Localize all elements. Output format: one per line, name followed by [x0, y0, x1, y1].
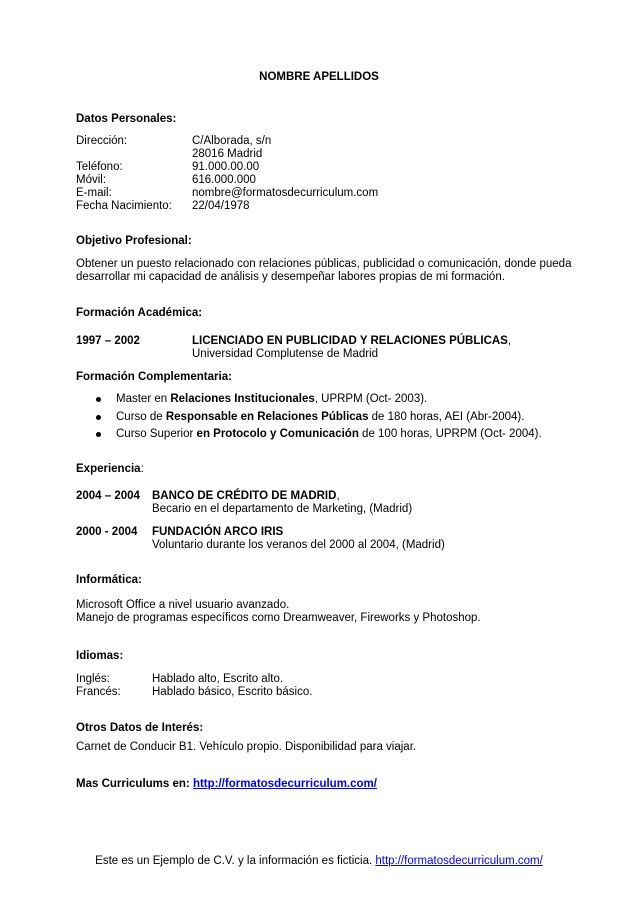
- direccion-label: Dirección:: [76, 135, 128, 147]
- footer-note: [0, 854, 638, 868]
- job-company: FUNDACIÓN ARCO IRIS: [152, 526, 284, 538]
- ingles-label: Inglés:: [76, 673, 110, 685]
- bullet-icon: [96, 415, 101, 420]
- informatica-line1: Microsoft Office a nivel usuario avanzado.: [76, 599, 290, 611]
- item-prefix: Curso Superior: [116, 428, 197, 440]
- formacion-university: Universidad Complutense de Madrid: [192, 348, 379, 360]
- otros-text: Carnet de Conducir B1. Vehículo propio. Disponibilidad para viajar.: [76, 741, 417, 753]
- objetivo-line1: Obtener un puesto relacionado con relaciones públicas, publicidad o comunicación, donde pueda: [76, 258, 572, 270]
- telefono-label: Teléfono:: [76, 161, 123, 173]
- formacion-degree-comma: ,: [507, 335, 512, 347]
- footer-link[interactable]: http://formatosdecurriculum.com/: [375, 855, 543, 867]
- datos-personales-heading: Datos Personales:: [76, 113, 177, 125]
- complementaria-heading: Formación Complementaria:: [76, 371, 232, 383]
- page-title: NOMBRE APELLIDOS: [259, 71, 379, 83]
- footer-text: Este es un Ejemplo de C.V. y la información es ficticia.: [95, 855, 376, 867]
- frances-value: Hablado básico, Escrito básico.: [152, 686, 313, 698]
- experiencia-heading-line: [76, 462, 144, 476]
- job-company: BANCO DE CRÉDITO DE MADRID: [152, 490, 337, 502]
- objetivo-heading: Objetivo Profesional:: [76, 235, 192, 247]
- otros-heading: Otros Datos de Interés:: [76, 722, 204, 734]
- item-suffix: , UPRPM (Oct- 2003).: [314, 393, 428, 405]
- item-prefix: Master en: [116, 393, 171, 405]
- email-label: E-mail:: [76, 187, 112, 199]
- item-suffix: de 180 horas, AEI (Abr-2004).: [368, 411, 525, 423]
- list-item: [116, 392, 427, 406]
- item-prefix: Curso de: [116, 411, 166, 423]
- formacion-heading: Formación Académica:: [76, 307, 203, 319]
- fecha-nacimiento-label: Fecha Nacimiento:: [76, 200, 172, 212]
- item-bold: Responsable en Relaciones Públicas: [165, 411, 369, 423]
- job-years: 2000 - 2004: [76, 526, 138, 538]
- direccion-line1: C/Alborada, s/n: [192, 135, 272, 147]
- formacion-degree-line: [192, 334, 511, 348]
- job-description: Voluntario durante los veranos del 2000 al 2004, (Madrid): [152, 539, 445, 551]
- job-description: Becario en el departamento de Marketing, (Madrid): [152, 503, 413, 515]
- job-company-line: [152, 525, 283, 539]
- job-company-suffix: ,: [336, 490, 340, 502]
- movil-value: 616.000.000: [192, 174, 256, 186]
- experiencia-heading: Experiencia: [76, 463, 141, 475]
- item-bold: en Protocolo y Comunicación: [196, 428, 359, 440]
- list-item: [116, 427, 542, 441]
- list-item: [116, 410, 524, 424]
- idiomas-heading: Idiomas:: [76, 650, 124, 662]
- direccion-line2: 28016 Madrid: [192, 148, 263, 160]
- formacion-degree: LICENCIADO EN PUBLICIDAD Y RELACIONES PÚBLICAS: [192, 335, 508, 347]
- ingles-value: Hablado alto, Escrito alto.: [152, 673, 284, 685]
- formacion-years: 1997 – 2002: [76, 335, 140, 347]
- item-suffix: de 100 horas, UPRPM (Oct- 2004).: [358, 428, 542, 440]
- experiencia-heading-colon: :: [140, 463, 144, 475]
- informatica-line2: Manejo de programas específicos como Dreamweaver, Fireworks y Photoshop.: [76, 612, 481, 624]
- job-company-line: [152, 489, 340, 503]
- frances-label: Francés:: [76, 686, 121, 698]
- mas-curriculums-line: [76, 777, 377, 791]
- objetivo-line2: desarrollar mi capacidad de análisis y desempeñar labores propias de mi formación.: [76, 271, 505, 283]
- mas-curriculums-label: Mas Curriculums en:: [76, 778, 193, 790]
- bullet-icon: [96, 432, 101, 437]
- mas-curriculums-link[interactable]: http://formatosdecurriculum.com/: [192, 778, 377, 790]
- item-bold: Relaciones Institucionales: [170, 393, 315, 405]
- bullet-icon: [96, 397, 101, 402]
- informatica-heading: Informática:: [76, 574, 142, 586]
- movil-label: Móvil:: [76, 174, 107, 186]
- email-value: nombre@formatosdecurriculum.com: [192, 187, 379, 199]
- fecha-nacimiento-value: 22/04/1978: [192, 200, 250, 212]
- job-years: 2004 – 2004: [76, 490, 140, 502]
- telefono-value: 91.000.00.00: [192, 161, 260, 173]
